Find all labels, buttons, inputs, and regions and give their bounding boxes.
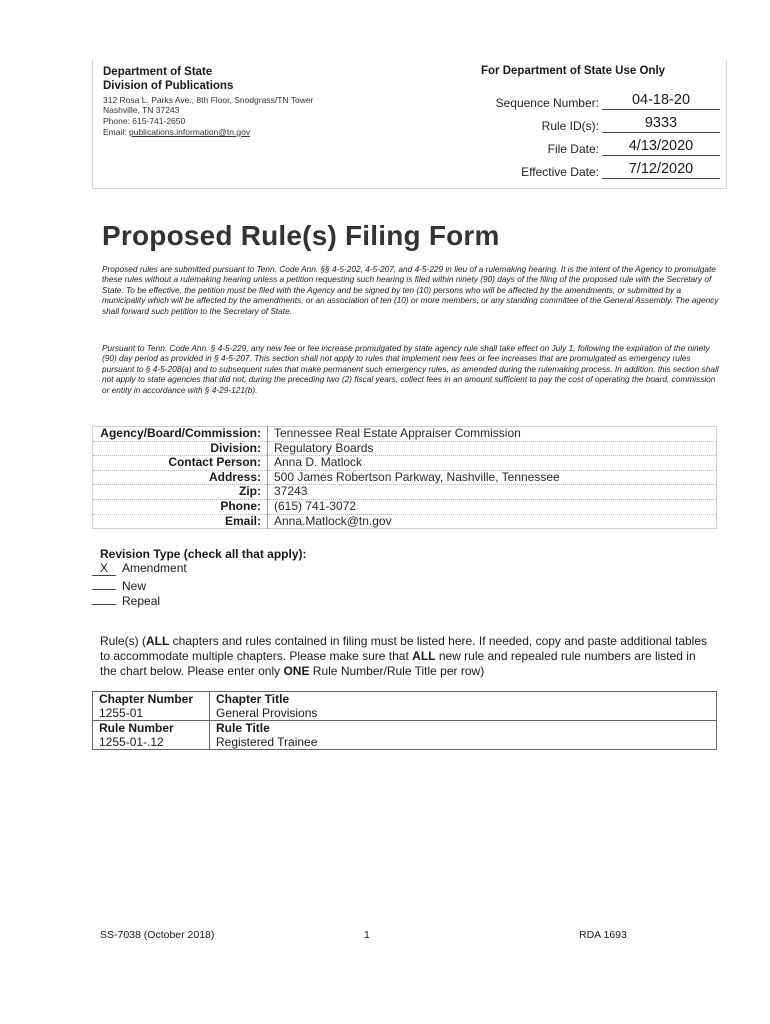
agency-value: Tennessee Real Estate Appraiser Commission: [268, 427, 717, 442]
email-value: Anna.Matlock@tn.gov: [268, 514, 717, 529]
sequence-number-label: Sequence Number:: [495, 96, 599, 110]
chapter-title-value: General Provisions: [216, 706, 318, 720]
division-name: Division of Publications: [103, 80, 234, 92]
address-city: Nashville, TN 37243: [103, 105, 180, 115]
repeal-checkmark[interactable]: [92, 591, 116, 605]
zip-label: Zip:: [93, 485, 268, 500]
table-row: [93, 427, 717, 442]
address-value: 500 James Robertson Parkway, Nashville, Tennessee: [268, 470, 717, 485]
rules-instr-text-4: Rule Number/Rule Title per row): [309, 664, 485, 678]
address-street: 312 Rosa L. Parks Ave., 8th Floor, Snodgrass/TN Tower: [103, 95, 314, 105]
publications-email-link[interactable]: publications.information@tn.gov: [128, 127, 251, 137]
sequence-number-value: 04-18-20: [602, 91, 720, 110]
chapter-title-header: Chapter Title: [216, 692, 290, 706]
division-label: Division:: [93, 441, 268, 456]
address-email: [103, 127, 250, 137]
rules-instr-bold-1: ALL: [146, 634, 170, 648]
phone-label: Phone:: [93, 499, 268, 514]
rule-number-value: 1255-01-.12: [93, 735, 210, 750]
rule-id-value: 9333: [602, 114, 720, 133]
table-row: [93, 470, 717, 485]
rule-id-label: Rule ID(s):: [541, 119, 599, 133]
form-id-footer: SS-7038 (October 2018): [100, 929, 215, 941]
agency-info-table: [92, 426, 717, 529]
table-row: [93, 456, 717, 471]
form-title: Proposed Rule(s) Filing Form: [102, 220, 500, 251]
rule-title-header: Rule Title: [210, 721, 717, 736]
rule-title-value: Registered Trainee: [216, 735, 318, 749]
rules-instr-text-3: new rule and repealed rule numbers are listed in the chart below. Please enter only: [100, 649, 696, 678]
effective-date-value: 7/12/2020: [602, 160, 720, 179]
address-label: Address:: [93, 470, 268, 485]
effective-date-label: Effective Date:: [521, 165, 599, 179]
revision-option-repeal: [92, 591, 160, 608]
rda-number: RDA 1693: [579, 929, 627, 941]
repeal-label: Repeal: [122, 594, 161, 608]
rules-instr-bold-3: ONE: [283, 664, 310, 678]
rules-table: [92, 691, 717, 750]
page-number: 1: [364, 929, 370, 941]
rule-number-header: Rule Number: [93, 721, 210, 736]
table-row: [93, 706, 717, 721]
rules-instructions: [100, 634, 715, 679]
table-row: [93, 721, 717, 736]
agency-label: Agency/Board/Commission:: [93, 427, 268, 442]
email-prefix: Email:: [103, 127, 129, 137]
division-value: Regulatory Boards: [268, 441, 717, 456]
intro-paragraph-hearing: Proposed rules are submitted pursuant to Tenn. Code Ann. §§ 4-5-202, 4-5-207, and 4-5-229 in lieu of a rulemaking hearing. It is the intent of the Agency to promulgate these rules without a rulemaking hearing unless a petition requesting such hearing is filed within ninety (90) days of the filing of the proposed rule with the Secretary of State. To be effective, the petition must be filed with the Agency and be signed by ten (10) persons who will be affected by the amendments, or submitted by a municipality which will be affected by the amendments, or an association of ten (10) or more members, or any standing committee of the General Assembly. The agency shall forward such petition to the Secretary of State.: [102, 264, 719, 316]
department-name: Department of State: [103, 66, 213, 78]
table-row: [93, 485, 717, 500]
rules-instr-text-1: Rule(s) (: [100, 634, 147, 648]
intro-paragraph-fees: Pursuant to Tenn. Code Ann. § 4-5-229, any new fee or fee increase promulgated by state agency rule shall take effect on July 1, following the expiration of the ninety (90) day period as provided in § 4-5-207. This section shall not apply to rules that implement new fees or fee increases that are promulgated as emergency rules pursuant to § 4-5-208(a) and to subsequent rules that make permanent such emergency rules, as amended during the rulemaking process. In addition, this section shall not apply to state agencies that did not, during the preceding two (2) fiscal years, collect fees in an amount sufficient to pay the cost of operating the board, commission or entity in accordance with § 4-29-121(b).: [102, 343, 719, 395]
file-date-value: 4/13/2020: [602, 137, 720, 156]
table-row: [93, 441, 717, 456]
amendment-checkmark[interactable]: X: [92, 562, 116, 576]
table-row: [93, 692, 717, 707]
email-label: Email:: [93, 514, 268, 529]
state-use-only-title: For Department of State Use Only: [481, 65, 666, 77]
zip-value: 37243: [268, 485, 717, 500]
revision-type-heading: Revision Type (check all that apply):: [100, 547, 307, 561]
phone-value: (615) 741-3072: [268, 499, 717, 514]
rules-instr-bold-2: ALL: [412, 649, 436, 663]
contact-person-label: Contact Person:: [93, 456, 268, 471]
chapter-number-value: 1255-01: [93, 706, 210, 721]
contact-person-value: Anna D. Matlock: [268, 456, 717, 471]
rules-instr-text-2: chapters and rules contained in filing must be listed here. If needed, copy and paste additional tables to accommodate multiple chapters. Please make sure that: [100, 634, 708, 663]
table-row: [93, 499, 717, 514]
chapter-number-header: Chapter Number: [93, 692, 210, 707]
address-phone: Phone: 615-741-2650: [103, 116, 186, 126]
table-row: [93, 514, 717, 529]
amendment-label: Amendment: [122, 561, 187, 575]
file-date-label: File Date:: [547, 142, 599, 156]
new-label: New: [122, 579, 147, 593]
new-checkmark[interactable]: [92, 576, 116, 590]
table-row: [93, 735, 717, 750]
revision-option-amendment: [92, 561, 187, 576]
